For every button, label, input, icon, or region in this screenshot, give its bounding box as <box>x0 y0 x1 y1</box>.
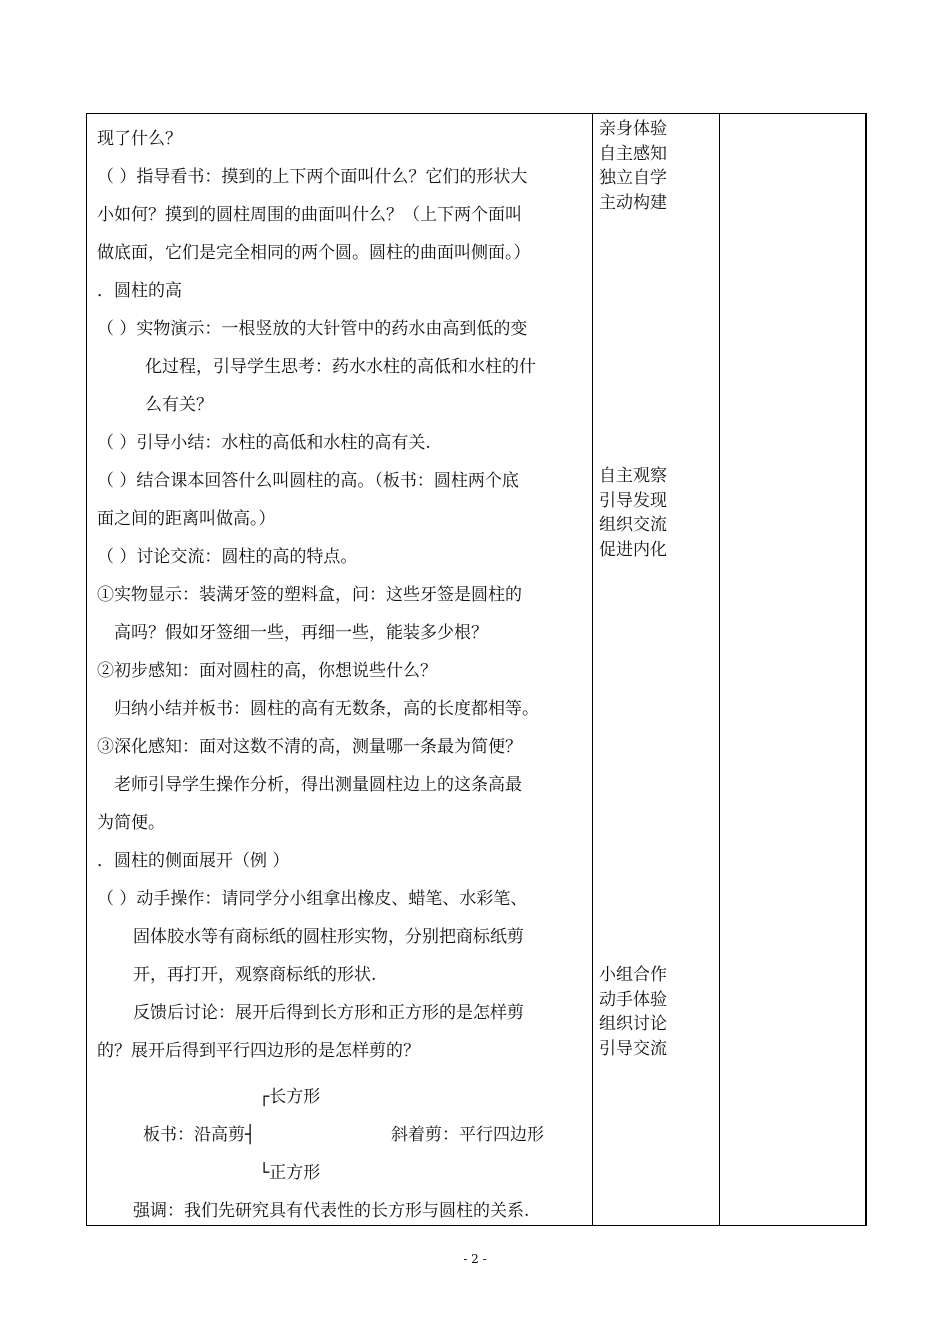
board-branch-top: ┌长方形 <box>259 1087 321 1107</box>
content-line: （ ）实物演示：一根竖放的大针管中的药水由高到低的变 <box>97 319 528 339</box>
column-divider-1 <box>592 114 593 1225</box>
content-line: 反馈后讨论：展开后得到长方形和正方形的是怎样剪 <box>133 1003 524 1023</box>
content-line: （ ）动手操作：请同学分小组拿出橡皮、蜡笔、水彩笔、 <box>97 889 528 909</box>
side-note: 自主观察 <box>599 466 667 486</box>
side-note-group-1 <box>599 117 667 215</box>
lesson-table <box>86 113 867 1226</box>
content-line: 小如何？摸到的圆柱周围的曲面叫什么？（上下两个面叫 <box>97 205 522 225</box>
board-oblique-cut: 斜着剪：平行四边形 <box>391 1125 544 1145</box>
side-note: 引导交流 <box>599 1038 667 1059</box>
section-heading: ．圆柱的高 <box>97 281 182 301</box>
content-line: 固体胶水等有商标纸的圆柱形实物，分别把商标纸剪 <box>133 927 524 947</box>
content-line: 高吗？假如牙签细一些，再细一些，能装多少根？ <box>114 623 488 643</box>
content-line: （ ）引导小结：水柱的高低和水柱的高有关. <box>97 433 431 453</box>
side-note: 引导发现 <box>599 490 667 511</box>
content-line: ②初步感知：面对圆柱的高，你想说些什么？ <box>97 661 437 681</box>
side-note: 动手体验 <box>599 989 667 1010</box>
board-writing-label: 板书：沿高剪┤ <box>143 1125 256 1145</box>
content-line: 老师引导学生操作分析，得出测量圆柱边上的这条高最 <box>114 775 522 795</box>
content-line: 为简便。 <box>97 813 165 833</box>
content-line: 面之间的距离叫做高。） <box>97 509 276 529</box>
content-line: 化过程，引导学生思考：药水水柱的高低和水柱的什 <box>145 357 536 377</box>
page-number: - 2 - <box>463 1252 487 1266</box>
side-note-group-2 <box>599 464 667 562</box>
side-note: 主动构建 <box>599 192 667 213</box>
side-note: 组织交流 <box>599 515 667 535</box>
side-note: 组织讨论 <box>599 1014 667 1034</box>
board-branch-bottom: └正方形 <box>259 1163 321 1183</box>
content-line: 做底面，它们是完全相同的两个圆。圆柱的曲面叫侧面。） <box>97 243 531 263</box>
content-line: （ ）指导看书：摸到的上下两个面叫什么？它们的形状大 <box>97 167 528 187</box>
content-line: 强调：我们先研究具有代表性的长方形与圆柱的关系. <box>133 1201 530 1221</box>
content-line: ③深化感知：面对这数不清的高，测量哪一条最为简便？ <box>97 737 522 757</box>
side-note: 自主感知 <box>599 143 667 164</box>
content-line: （ ）结合课本回答什么叫圆柱的高。（板书：圆柱两个底 <box>97 471 519 491</box>
content-line: 么有关？ <box>145 395 213 415</box>
column-divider-2 <box>719 114 720 1225</box>
content-line: 开，再打开，观察商标纸的形状. <box>133 965 377 985</box>
content-line: 的？展开后得到平行四边形的是怎样剪的？ <box>97 1041 420 1061</box>
side-note-group-3 <box>599 963 667 1061</box>
section-heading: ．圆柱的侧面展开（例 ） <box>97 851 290 871</box>
content-line: ①实物显示：装满牙签的塑料盒，问：这些牙签是圆柱的 <box>97 585 522 605</box>
content-line: （ ）讨论交流：圆柱的高的特点。 <box>97 547 358 567</box>
side-note: 独立自学 <box>599 168 667 188</box>
side-note: 促进内化 <box>599 539 667 560</box>
side-note: 亲身体验 <box>599 119 667 139</box>
side-note: 小组合作 <box>599 965 667 985</box>
content-line: 现了什么？ <box>97 129 182 149</box>
content-line: 归纳小结并板书：圆柱的高有无数条，高的长度都相等。 <box>114 699 539 719</box>
